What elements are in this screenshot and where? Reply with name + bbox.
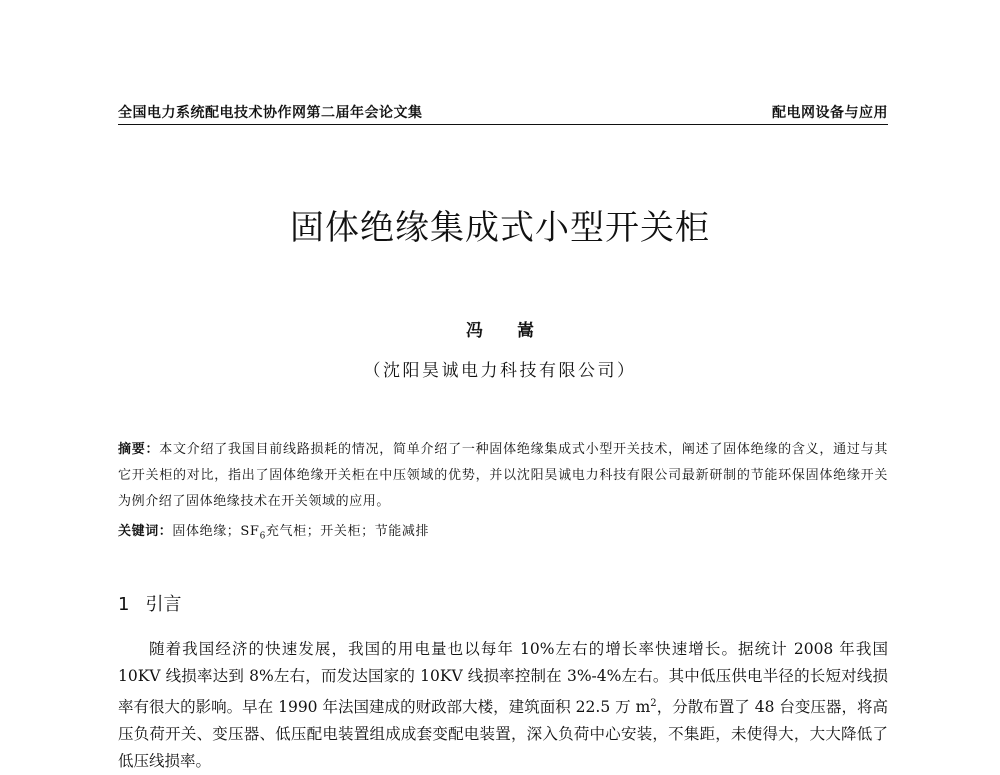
section-heading	[118, 590, 181, 616]
paper-title: 固体绝缘集成式小型开关柜	[290, 208, 710, 248]
keyword-sf6-base: SF	[240, 524, 260, 539]
keyword-energy-saving: 节能减排	[374, 524, 430, 539]
keyword-switchgear: 开关柜；	[320, 524, 375, 539]
abstract	[118, 437, 888, 515]
abstract-text: 本文介绍了我国目前线路损耗的情况，简单介绍了一种固体绝缘集成式小型开关技术，阐述了固体绝缘的含义，通过与其它开关柜的对比，指出了固体绝缘开关柜在中压领域的优势，并以沈阳昊诚电力科技有限公司最新研制的节能环保固体绝缘开关为例介绍了固体绝缘技术在开关领域的应用。	[118, 442, 888, 509]
author-affiliation: （沈阳昊诚电力科技有限公司）	[363, 361, 637, 381]
header-section-title: 配电网设备与应用	[772, 105, 888, 121]
author-name: 冯 嵩	[466, 321, 548, 341]
running-header	[118, 100, 888, 124]
header-proceedings-title: 全国电力系统配电技术协作网第二届年会论文集	[118, 105, 423, 121]
abstract-label: 摘要：	[118, 442, 160, 457]
keyword-gas-cabinet: 充气柜；	[265, 524, 321, 539]
keywords	[118, 521, 888, 548]
section-title: 引言	[145, 594, 182, 615]
body-superscript: 2	[650, 698, 657, 709]
keyword-solid-insulation: 固体绝缘；	[172, 524, 241, 539]
body-paragraph	[118, 636, 888, 775]
keyword-sf6-subscript: 6	[259, 531, 266, 542]
header-rule	[118, 124, 888, 125]
keywords-label: 关键词：	[118, 524, 173, 539]
body-text-part2: ，分散布置了 48 台变压器，将高压负荷开关、变压器、低压配电装置组成成套变配电装置，深入负荷中心安装，不集距，未使得大，大大降低了低压线损率。	[118, 698, 888, 771]
section-number: 1	[118, 594, 130, 615]
body-text-part1: 随着我国经济的快速发展，我国的用电量也以每年 10%左右的增长率快速增长。据统计 2008 年我国 10KV 线损率达到 8%左右，而发达国家的 10KV 线损率控制在 3%-4%左右。其中低压供电半径的长短对线损率有很大的影响。早在 1990 年法国建成的财政部大楼，建筑面积 22.5 万 m	[118, 640, 888, 717]
